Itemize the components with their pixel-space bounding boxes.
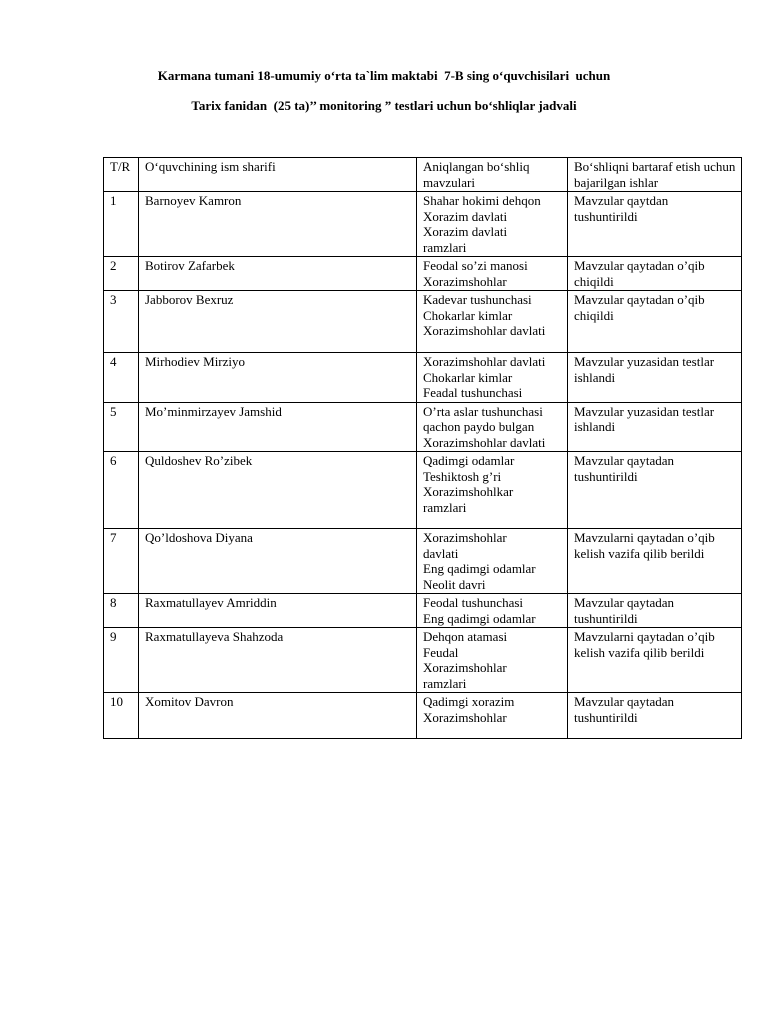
table-row [104, 257, 742, 291]
identified-gaps: Dehqon atamasi Feudal Xorazimshohlar ramzlari [417, 628, 568, 693]
table-row [104, 192, 742, 257]
document-title-line-1: Karmana tumani 18-umumiy o‘rta ta`lim maktabi 7-B sing o‘quvchisilari uchun [157, 68, 611, 83]
row-number: 10 [104, 693, 139, 739]
student-name: Qo’ldoshova Diyana [139, 529, 417, 594]
identified-gaps: Kadevar tushunchasi Chokarlar kimlar Xorazimshohlar davlati [417, 291, 568, 353]
table-row [104, 452, 742, 529]
actions-taken: Mavzular qaytadan tushuntirildi [568, 693, 742, 739]
table-row [104, 594, 742, 628]
identified-gaps: Feodal tushunchasi Eng qadimgi odamlar [417, 594, 568, 628]
header-actions-taken: Bo‘shliqni bartaraf etish uchun bajarilgan ishlar [568, 158, 742, 192]
student-name: Xomitov Davron [139, 693, 417, 739]
identified-gaps: Xorazimshohlar davlati Chokarlar kimlar Feadal tushunchasi [417, 353, 568, 403]
student-name: Quldoshev Ro’zibek [139, 452, 417, 529]
table-row [104, 628, 742, 693]
actions-taken: Mavzular yuzasidan testlar ishlandi [568, 353, 742, 403]
actions-taken: Mavzular qaytdan tushuntirildi [568, 192, 742, 257]
table-row [104, 693, 742, 739]
gaps-table [103, 157, 742, 739]
row-number: 2 [104, 257, 139, 291]
identified-gaps: Qadimgi odamlar Teshiktosh g’ri Xorazimshohlkar ramzlari [417, 452, 568, 529]
table-header-row [104, 158, 742, 192]
table-row [104, 402, 742, 452]
student-name: Raxmatullayeva Shahzoda [139, 628, 417, 693]
header-student-name: O‘quvchining ism sharifi [139, 158, 417, 192]
table-row [104, 291, 742, 353]
row-number: 3 [104, 291, 139, 353]
row-number: 9 [104, 628, 139, 693]
student-name: Mirhodiev Mirziyo [139, 353, 417, 403]
actions-taken: Mavzular qaytadan o’qib chiqildi [568, 257, 742, 291]
actions-taken: Mavzular yuzasidan testlar ishlandi [568, 402, 742, 452]
row-number: 1 [104, 192, 139, 257]
row-number: 6 [104, 452, 139, 529]
row-number: 8 [104, 594, 139, 628]
table-row [104, 529, 742, 594]
actions-taken: Mavzularni qaytadan o’qib kelish vazifa qilib berildi [568, 628, 742, 693]
student-name: Barnoyev Kamron [139, 192, 417, 257]
document-title-line-2: Tarix fanidan (25 ta)’’ monitoring ” testlari uchun bo‘shliqlar jadvali [191, 98, 577, 113]
row-number: 7 [104, 529, 139, 594]
identified-gaps: Xorazimshohlar davlati Eng qadimgi odamlar Neolit davri [417, 529, 568, 594]
row-number: 4 [104, 353, 139, 403]
header-identified-gaps: Aniqlangan bo‘shliq mavzulari [417, 158, 568, 192]
student-name: Mo’minmirzayev Jamshid [139, 402, 417, 452]
identified-gaps: Shahar hokimi dehqon Xorazim davlati Xorazim davlati ramzlari [417, 192, 568, 257]
actions-taken: Mavzularni qaytadan o’qib kelish vazifa qilib berildi [568, 529, 742, 594]
header-number: T/R [104, 158, 139, 192]
identified-gaps: Feodal so’zi manosi Xorazimshohlar [417, 257, 568, 291]
actions-taken: Mavzular qaytadan o’qib chiqildi [568, 291, 742, 353]
student-name: Jabborov Bexruz [139, 291, 417, 353]
actions-taken: Mavzular qaytadan tushuntirildi [568, 594, 742, 628]
identified-gaps: Qadimgi xorazim Xorazimshohlar [417, 693, 568, 739]
table-row [104, 353, 742, 403]
row-number: 5 [104, 402, 139, 452]
student-name: Raxmatullayev Amriddin [139, 594, 417, 628]
identified-gaps: O’rta aslar tushunchasi qachon paydo bulgan Xorazimshohlar davlati [417, 402, 568, 452]
student-name: Botirov Zafarbek [139, 257, 417, 291]
actions-taken: Mavzular qaytadan tushuntirildi [568, 452, 742, 529]
